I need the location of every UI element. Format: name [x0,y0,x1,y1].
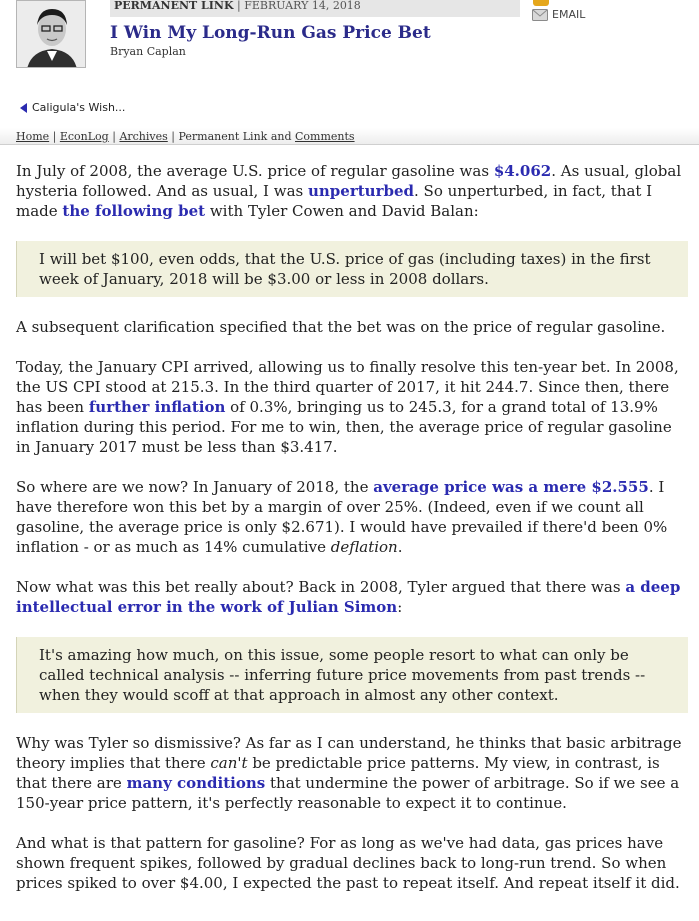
text: . I have therefore won this bet by a margin of over 25%. (Indeed, even if we count all gasoline, the average price is only $2.671). I would have prevailed if there'd been 0% inflation - or as much as 14% cumulative [16,478,668,556]
envelope-icon [532,9,548,21]
breadcrumb-archives[interactable]: Archives [119,130,168,143]
paragraph-4 [16,477,688,557]
author-portrait-icon [17,1,86,68]
text: Why was Tyler so dismissive? As far as I can understand, he thinks that basic arbitrage theory implies that there [16,734,682,772]
email-link[interactable] [532,8,585,21]
text: with Tyler Cowen and David Balan: [205,202,479,220]
previous-post-label: Caligula's Wish... [32,101,126,114]
text: Today, the January CPI arrived, allowing us to finally resolve this ten-year bet. In 2008, the US CPI stood at 215.3. In the third quarter of 2017, it hit 244.7. Since then, there has been [16,358,679,416]
text: Now what was this bet really about? Back in 2008, Tyler argued that there was [16,578,626,596]
print-icon[interactable] [533,0,549,6]
breadcrumb-sep: | [108,130,120,143]
post-title[interactable]: I Win My Long-Run Gas Price Bet [110,23,431,43]
paragraph-7: And what is that pattern for gasoline? For as long as we've had data, gas prices have shown frequent spikes, followed by gradual declines back to long-run trend. So when prices spiked to over $4.00, I expected the past to repeat itself. And repeat itself it did. [16,834,680,892]
breadcrumb-sep: | [167,130,179,143]
permanent-link[interactable]: PERMANENT LINK [114,0,234,12]
paragraph-2: A subsequent clarification specified that the bet was on the price of regular gasoline. [16,318,666,336]
link-average-price[interactable]: average price was a mere $2.555 [373,478,649,496]
link-unperturbed[interactable]: unperturbed [308,182,415,200]
author-name: Bryan Caplan [110,45,186,58]
text: . As usual, global hysteria followed. And as usual, I was [16,162,682,200]
text: . So unperturbed, in fact, that I made [16,182,653,220]
text: In July of 2008, the average U.S. price of regular gasoline was [16,162,494,180]
breadcrumb-comments[interactable]: Comments [295,130,355,143]
breadcrumb-econlog[interactable]: EconLog [59,130,109,143]
link-further-inflation[interactable]: further inflation [88,398,226,416]
text: : [397,598,403,616]
meta-separator: | [233,0,245,12]
post-meta-bar [110,0,520,17]
text: that undermine the power of arbitrage. So if we see a 150-year price pattern, it's perfectly reasonable to expect it to continue. [16,774,680,812]
email-label: EMAIL [552,8,586,21]
previous-post-link[interactable] [20,101,125,114]
breadcrumb-home[interactable]: Home [16,130,50,143]
author-photo [16,0,86,68]
text: . [397,538,403,556]
left-arrow-icon [20,103,27,113]
paragraph-1 [16,161,688,221]
link-price-4062[interactable]: $4.062 [493,162,552,180]
paragraph-5 [16,577,688,617]
article-body [16,161,688,893]
emphasis: deflation [330,538,398,556]
paragraph-6 [16,733,688,813]
link-julian-simon[interactable]: a deep intellectual error in the work of Julian Simon [16,578,681,616]
breadcrumb [0,128,699,145]
blockquote-tyler: It's amazing how much, on this issue, some people resort to what can only be called technical analysis -- inferring future price movements from past trends -- when they would scoff at that approach in almost any other context. [16,637,688,713]
post-date: FEBRUARY 14, 2018 [244,0,361,12]
breadcrumb-sep: | [49,130,60,143]
emphasis: can't [210,754,248,772]
link-following-bet[interactable]: the following bet [62,202,206,220]
breadcrumb-current: Permanent Link and [178,130,295,143]
text: So where are we now? In January of 2018, the [16,478,374,496]
link-many-conditions[interactable]: many conditions [126,774,266,792]
blockquote-bet: I will bet $100, even odds, that the U.S. price of gas (including taxes) in the first week of January, 2018 will be $3.00 or less in 2008 dollars. [16,241,688,297]
text: of 0.3%, bringing us to 245.3, for a grand total of 13.9% inflation during this period. For me to win, then, the average price of regular gasoline in January 2017 must be less than $3.417. [16,398,672,456]
paragraph-3 [16,357,688,457]
text: be predictable price patterns. My view, in contrast, is that there are [16,754,660,792]
